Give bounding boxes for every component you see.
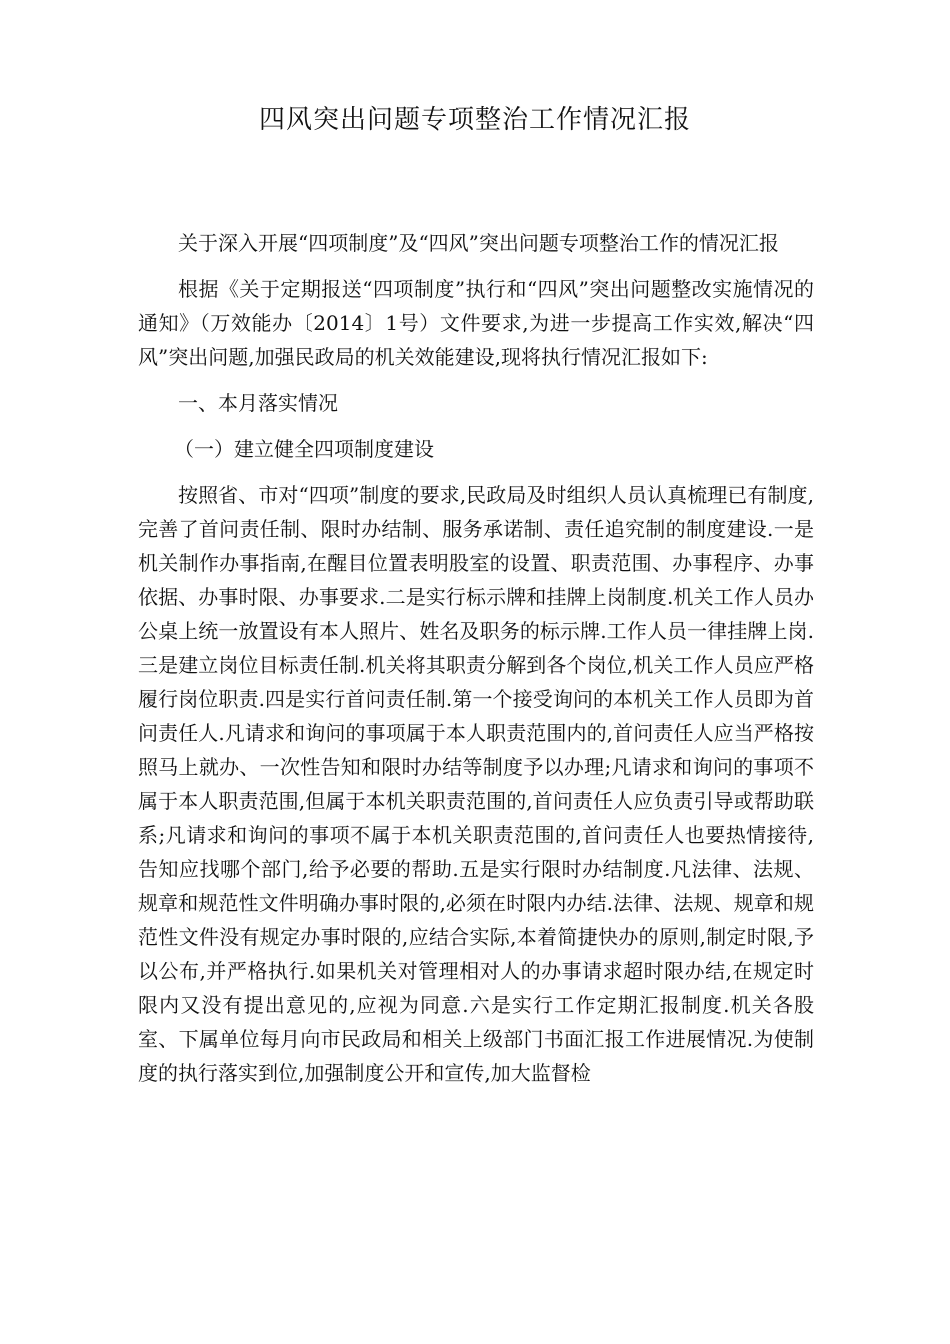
- report-subject-paragraph: 关于深入开展“四项制度”及“四风”突出问题专项整治工作的情况汇报: [178, 231, 779, 255]
- section-heading: 一、本月落实情况: [178, 391, 338, 415]
- intro-paragraph: 根据《关于定期报送“四项制度”执行和“四风”突出问题整改实施情况的通知》（万效能办〔2014〕1号）文件要求,为进一步提高工作实效,解决“四风”突出问题,加强民政局的机关效能建设,现将执行情况汇报如下:: [138, 277, 814, 369]
- subsection-heading: （一）建立健全四项制度建设: [174, 437, 434, 461]
- document-body: [138, 226, 814, 1102]
- document-title: 四风突出问题专项整治工作情况汇报: [258, 105, 691, 135]
- body-paragraph: 按照省、市对“四项”制度的要求,民政局及时组织人员认真梳理已有制度,完善了首问责任制、限时办结制、服务承诺制、责任追究制的制度建设.一是机关制作办事指南,在醒目位置表明股室的设置、职责范围、办事程序、办事依据、办事时限、办事要求.二是实行标示牌和挂牌上岗制度.机关工作人员办公桌上统一放置设有本人照片、姓名及职务的标示牌.工作人员一律挂牌上岗.三是建立岗位目标责任制.机关将其职责分解到各个岗位,机关工作人员应严格履行岗位职责.四是实行首问责任制.第一个接受询问的本机关工作人员即为首问责任人.凡请求和询问的事项属于本人职责范围内的,首问责任人应当严格按照马上就办、一次性告知和限时办结等制度予以办理;凡请求和询问的事项不属于本人职责范围,但属于本机关职责范围的,首问责任人应负责引导或帮助联系;凡请求和询问的事项不属于本机关职责范围的,首问责任人也要热情接待,告知应找哪个部门,给予必要的帮助.五是实行限时办结制度.凡法律、法规、规章和规范性文件明确办事时限的,必须在时限内办结.法律、法规、规章和规范性文件没有规定办事时限的,应结合实际,本着简捷快办的原则,制定时限,予以公布,并严格执行.如果机关对管理相对人的办事请求超时限办结,在规定时限内又没有提出意见的,应视为同意.六是实行工作定期汇报制度.机关各股室、下属单位每月向市民政局和相关上级部门书面汇报工作进展情况.为使制度的执行落实到位,加强制度公开和宣传,加大监督检: [138, 483, 814, 1085]
